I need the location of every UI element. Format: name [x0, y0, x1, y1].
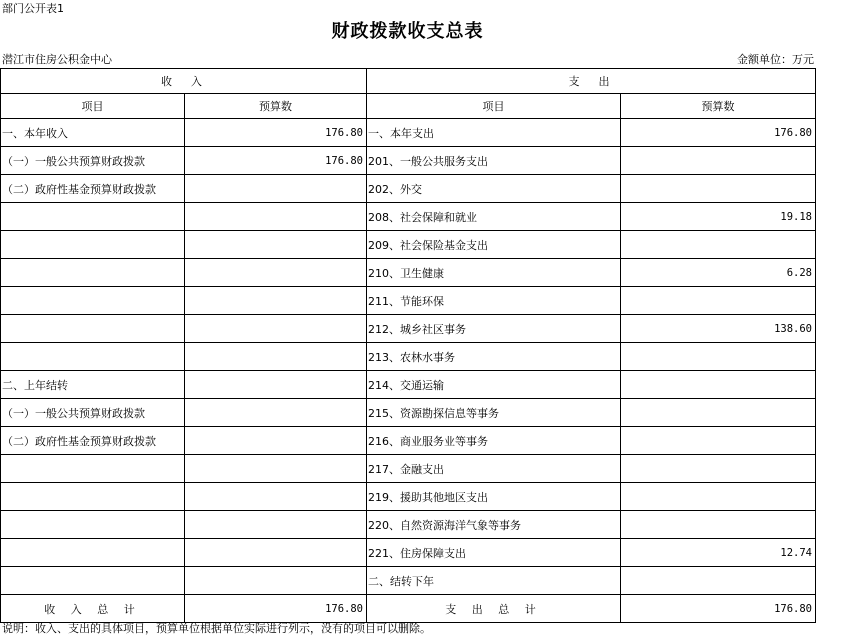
income-value-cell — [185, 483, 367, 511]
expense-total-label: 支 出 总 计 — [367, 595, 621, 623]
expense-item-cell: 202、外交 — [367, 175, 621, 203]
expense-total-value: 176.80 — [621, 595, 816, 623]
table-row — [1, 567, 816, 595]
footnote: 说明：收入、支出的具体项目，预算单位根据单位实际进行列示，没有的项目可以删除。 — [2, 622, 431, 635]
expense-value-cell: 12.74 — [621, 539, 816, 567]
expense-item-cell: 一、本年支出 — [367, 119, 621, 147]
expense-item-cell: 215、资源勘探信息等事务 — [367, 399, 621, 427]
table-row — [1, 203, 816, 231]
expense-value-cell — [621, 287, 816, 315]
expense-value-cell — [621, 511, 816, 539]
unit-name: 潜江市住房公积金中心 — [2, 53, 112, 66]
expense-item-cell: 212、城乡社区事务 — [367, 315, 621, 343]
amount-unit: 金额单位：万元 — [737, 53, 814, 66]
income-value-cell — [185, 175, 367, 203]
income-item-cell — [1, 539, 185, 567]
expense-value-cell — [621, 175, 816, 203]
income-item-cell: 一、本年收入 — [1, 119, 185, 147]
table-row — [1, 399, 816, 427]
income-item-cell — [1, 567, 185, 595]
income-item-cell: （二）政府性基金预算财政拨款 — [1, 427, 185, 455]
income-value-cell — [185, 567, 367, 595]
income-value-cell — [185, 427, 367, 455]
income-total-label: 收 入 总 计 — [1, 595, 185, 623]
budget-table — [0, 68, 816, 623]
income-total-value: 176.80 — [185, 595, 367, 623]
income-item-cell — [1, 259, 185, 287]
income-item-cell — [1, 315, 185, 343]
expense-value-cell — [621, 483, 816, 511]
income-header: 收 入 — [1, 69, 367, 94]
expense-value-cell: 6.28 — [621, 259, 816, 287]
income-item-cell: （一）一般公共预算财政拨款 — [1, 399, 185, 427]
income-item-header: 项目 — [1, 94, 185, 119]
expense-value-cell — [621, 147, 816, 175]
document-label: 部门公开表1 — [2, 2, 64, 15]
expense-value-cell — [621, 427, 816, 455]
expense-item-cell: 209、社会保险基金支出 — [367, 231, 621, 259]
expense-item-cell: 二、结转下年 — [367, 567, 621, 595]
income-item-cell: （一）一般公共预算财政拨款 — [1, 147, 185, 175]
income-value-cell — [185, 399, 367, 427]
expense-item-cell: 219、援助其他地区支出 — [367, 483, 621, 511]
table-row — [1, 259, 816, 287]
income-value-cell — [185, 343, 367, 371]
expense-value-cell: 138.60 — [621, 315, 816, 343]
expense-value-cell — [621, 343, 816, 371]
expense-item-cell: 208、社会保障和就业 — [367, 203, 621, 231]
income-value-cell — [185, 511, 367, 539]
table-row — [1, 483, 816, 511]
income-item-cell — [1, 511, 185, 539]
income-item-cell — [1, 231, 185, 259]
income-budget-header: 预算数 — [185, 94, 367, 119]
table-row — [1, 371, 816, 399]
income-value-cell — [185, 287, 367, 315]
income-value-cell: 176.80 — [185, 147, 367, 175]
table-row — [1, 455, 816, 483]
expense-item-header: 项目 — [367, 94, 621, 119]
table-row — [1, 287, 816, 315]
table-row — [1, 315, 816, 343]
expense-value-cell — [621, 399, 816, 427]
income-value-cell — [185, 231, 367, 259]
table-row — [1, 427, 816, 455]
table-row — [1, 343, 816, 371]
expense-budget-header: 预算数 — [621, 94, 816, 119]
income-value-cell — [185, 371, 367, 399]
income-item-cell — [1, 483, 185, 511]
income-item-cell — [1, 287, 185, 315]
income-value-cell — [185, 259, 367, 287]
expense-value-cell — [621, 567, 816, 595]
expense-header: 支 出 — [367, 69, 816, 94]
table-row — [1, 539, 816, 567]
expense-item-cell: 211、节能环保 — [367, 287, 621, 315]
income-value-cell — [185, 455, 367, 483]
expense-item-cell: 221、住房保障支出 — [367, 539, 621, 567]
income-value-cell — [185, 539, 367, 567]
income-value-cell: 176.80 — [185, 119, 367, 147]
table-row — [1, 119, 816, 147]
income-item-cell: （二）政府性基金预算财政拨款 — [1, 175, 185, 203]
expense-item-cell: 216、商业服务业等事务 — [367, 427, 621, 455]
expense-value-cell: 19.18 — [621, 203, 816, 231]
table-row — [1, 511, 816, 539]
income-item-cell: 二、上年结转 — [1, 371, 185, 399]
income-value-cell — [185, 203, 367, 231]
table-row — [1, 231, 816, 259]
expense-item-cell: 214、交通运输 — [367, 371, 621, 399]
expense-item-cell: 210、卫生健康 — [367, 259, 621, 287]
income-item-cell — [1, 455, 185, 483]
expense-item-cell: 201、一般公共服务支出 — [367, 147, 621, 175]
table-row — [1, 175, 816, 203]
total-row — [1, 595, 816, 623]
income-value-cell — [185, 315, 367, 343]
expense-item-cell: 217、金融支出 — [367, 455, 621, 483]
income-item-cell — [1, 203, 185, 231]
expense-value-cell — [621, 231, 816, 259]
page-title: 财政拨款收支总表 — [331, 21, 484, 42]
expense-value-cell — [621, 371, 816, 399]
section-header-row — [1, 69, 816, 94]
expense-item-cell: 213、农林水事务 — [367, 343, 621, 371]
expense-value-cell — [621, 455, 816, 483]
expense-item-cell: 220、自然资源海洋气象等事务 — [367, 511, 621, 539]
income-item-cell — [1, 343, 185, 371]
column-header-row — [1, 94, 816, 119]
table-row — [1, 147, 816, 175]
expense-value-cell: 176.80 — [621, 119, 816, 147]
